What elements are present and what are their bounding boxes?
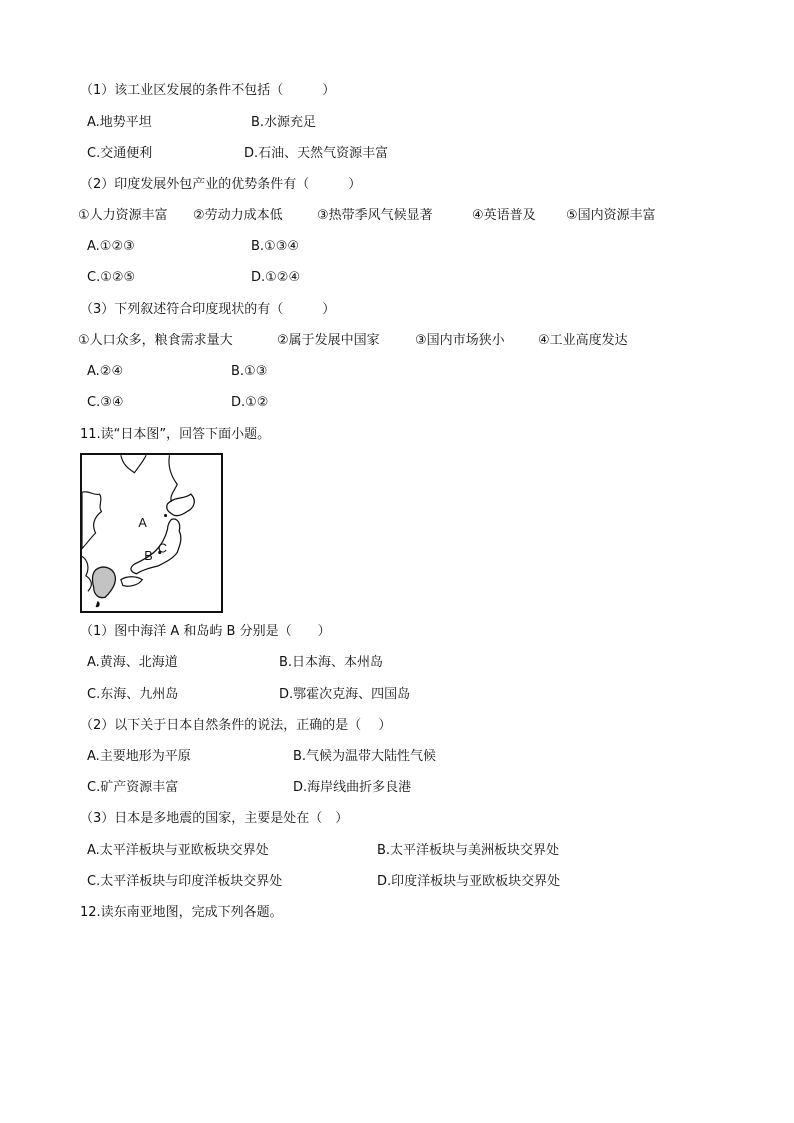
city-dot [164, 514, 167, 517]
q10-sub2-item-5: ⑤国内资源丰富 [566, 208, 656, 223]
q10-sub3-option-a: A.②④ [87, 364, 124, 379]
q10-sub2-stem: （2）印度发展外包产业的优势条件有（ ） [80, 177, 362, 192]
q10-sub3-option-d: D.①② [231, 395, 269, 410]
russia-coast [121, 455, 146, 472]
q10-sub2-option-b: B.①③④ [251, 239, 300, 254]
q10-sub1-option-a: A.地势平坦 [87, 115, 152, 130]
q10-sub3-item-2: ②属于发展中国家 [277, 333, 380, 348]
q10-sub2-item-1: ①人力资源丰富 [78, 208, 168, 223]
small-island [96, 601, 100, 607]
sakhalin-coast [169, 455, 177, 502]
q10-sub1-option-d: D.石油、天然气资源丰富 [244, 146, 389, 161]
q11-sub2-option-a: A.主要地形为平原 [87, 749, 191, 764]
q11-sub3-option-b: B.太平洋板块与美洲板块交界处 [377, 843, 560, 858]
q10-sub1-stem: （1）该工业区发展的条件不包括（ ） [80, 83, 336, 98]
q10-sub2-item-2: ②劳动力成本低 [193, 208, 283, 223]
japan-map [80, 453, 223, 613]
map-label-a: A [138, 516, 147, 531]
q11-sub2-option-b: B.气候为温带大陆性气候 [293, 749, 437, 764]
q11-sub2-option-d: D.海岸线曲折多良港 [293, 780, 412, 795]
q10-sub2-option-c: C.①②⑤ [87, 270, 136, 285]
map-label-b: B [144, 549, 153, 564]
q11-sub1-option-d: D.鄂霍次克海、四国岛 [279, 687, 411, 702]
q10-sub3-option-b: B.①③ [231, 364, 268, 379]
q11-sub3-option-a: A.太平洋板块与亚欧板块交界处 [87, 843, 269, 858]
q10-sub3-item-1: ①人口众多，粮食需求量大 [78, 333, 233, 348]
q11-sub3-option-c: C.太平洋板块与印度洋板块交界处 [87, 874, 283, 889]
mainland-coast [82, 492, 101, 549]
q10-sub1-option-b: B.水源充足 [251, 115, 317, 130]
q11-sub1-option-c: C.东海、九州岛 [87, 687, 179, 702]
q10-sub2-option-a: A.①②③ [87, 239, 135, 254]
q10-sub3-stem: （3）下列叙述符合印度现状的有（ ） [80, 302, 336, 317]
q11-sub1-option-a: A.黄海、北海道 [87, 655, 178, 670]
q10-sub3-item-3: ③国内市场狭小 [415, 333, 505, 348]
shikoku-island [121, 577, 142, 586]
q11-sub3-stem: （3）日本是多地震的国家，主要是处在（ ） [80, 811, 349, 826]
q10-sub3-item-4: ④工业高度发达 [538, 333, 628, 348]
q10-sub2-option-d: D.①②④ [251, 270, 301, 285]
q12-title: 12.读东南亚地图，完成下列各题。 [80, 905, 283, 920]
q10-sub3-option-c: C.③④ [87, 395, 124, 410]
q11-sub1-option-b: B.日本海、本州岛 [279, 655, 384, 670]
q11-sub2-option-c: C.矿产资源丰富 [87, 780, 179, 795]
q10-sub1-option-c: C.交通便利 [87, 146, 153, 161]
q10-sub2-item-3: ③热带季风气候显著 [317, 208, 433, 223]
q11-sub3-option-d: D.印度洋板块与亚欧板块交界处 [377, 874, 561, 889]
q11-title: 11.读“日本图”，回答下面小题。 [80, 427, 271, 442]
map-label-c: C [157, 541, 167, 556]
q10-sub2-item-4: ④英语普及 [472, 208, 536, 223]
kyushu-island [92, 567, 115, 598]
q11-sub2-stem: （2）以下关于日本自然条件的说法，正确的是（ ） [80, 718, 392, 733]
japan-map-drawing [82, 455, 221, 611]
q11-sub1-stem: （1）图中海洋 A 和岛屿 B 分别是（ ） [80, 624, 331, 639]
korea-coast [82, 556, 91, 591]
